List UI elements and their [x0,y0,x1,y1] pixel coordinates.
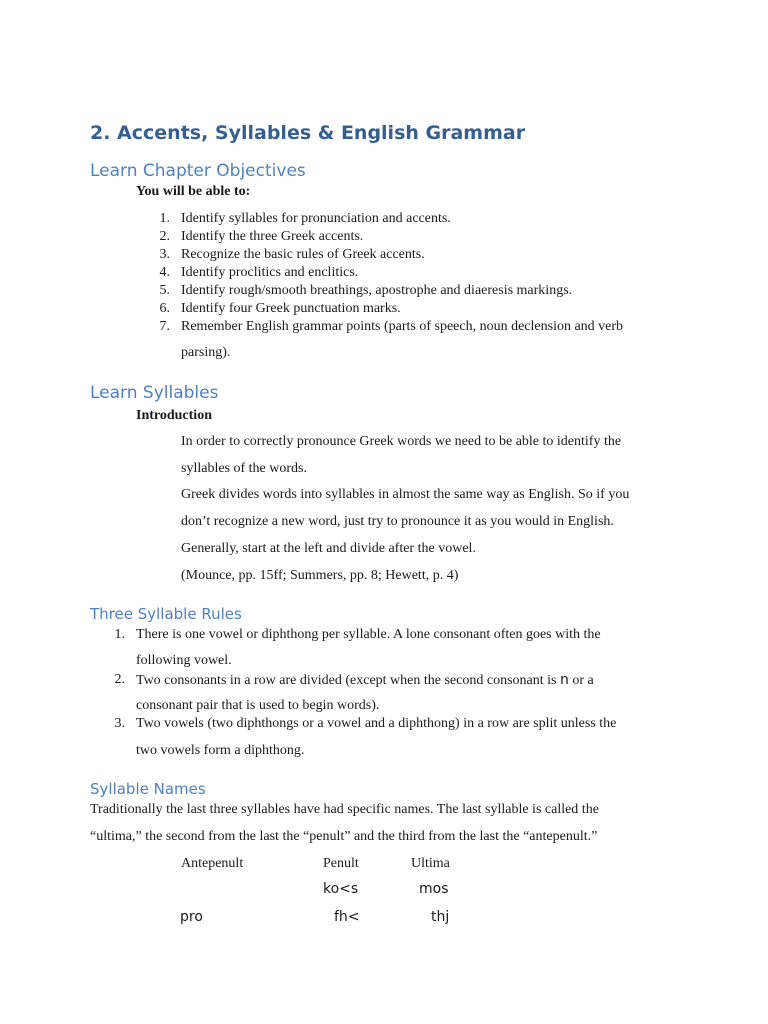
table-cell: thj [431,909,450,925]
list-item: Recognize the basic rules of Greek accents. [181,247,425,262]
list-item: Remember English grammar points (parts of speech, noun declension and verb [181,319,624,334]
rule-text: Two consonants in a row are divided (except when the second consonant is [136,673,560,688]
syllables-heading: Learn Syllables [90,383,219,403]
paragraph-line: syllables of the words. [181,461,307,476]
list-item-number: 4. [159,265,170,280]
list-item-number: 1. [114,627,125,642]
column-header-antepenult: Antepenult [181,856,244,871]
objectives-heading: Learn Chapter Objectives [90,161,306,181]
table-cell: pro [180,909,203,925]
list-item-number: 3. [114,716,125,731]
paragraph-line: Greek divides words into syllables in almost the same way as English. So if you [181,487,630,502]
list-item-number: 1. [159,211,170,226]
names-heading: Syllable Names [90,780,206,798]
list-item-continuation: following vowel. [136,653,232,668]
list-item: Two vowels (two diphthongs or a vowel and a diphthong) in a row are split unless the [136,716,617,731]
table-cell: ko<s [323,881,359,897]
objectives-intro: You will be able to: [136,184,251,199]
rules-heading: Three Syllable Rules [90,605,242,623]
paragraph-line: Traditionally the last three syllables have had specific names. The last syllable is called the [90,802,599,817]
greek-glyph: n [559,672,569,688]
paragraph-line: “ultima,” the second from the last the “penult” and the third from the last the “antepenult.” [90,829,598,844]
list-item: Identify four Greek punctuation marks. [181,301,401,316]
list-item-continuation: two vowels form a diphthong. [136,743,305,758]
table-cell: fh< [334,909,360,925]
list-item-number: 2. [159,229,170,244]
paragraph-line: Generally, start at the left and divide after the vowel. [181,541,476,556]
list-item: Identify the three Greek accents. [181,229,364,244]
list-item: Identify proclitics and enclitics. [181,265,359,280]
list-item: There is one vowel or diphthong per syllable. A lone consonant often goes with the [136,627,601,642]
list-item-number: 3. [159,247,170,262]
list-item-continuation: parsing). [181,345,231,360]
table-cell: mos [419,881,449,897]
list-item-number: 6. [159,301,170,316]
rule-text: or a [568,673,594,688]
paragraph-line: (Mounce, pp. 15ff; Summers, pp. 8; Hewett, p. 4) [181,568,459,583]
paragraph-line: In order to correctly pronounce Greek words we need to be able to identify the [181,434,622,449]
page-title: 2. Accents, Syllables & English Grammar [90,122,526,144]
paragraph-line: don’t recognize a new word, just try to pronounce it as you would in English. [181,514,614,529]
list-item-number: 5. [159,283,170,298]
column-header-penult: Penult [323,856,359,871]
introduction-label: Introduction [136,408,212,423]
list-item: Identify rough/smooth breathings, apostrophe and diaeresis markings. [181,283,573,298]
list-item: Identify syllables for pronunciation and accents. [181,211,451,226]
list-item-continuation: consonant pair that is used to begin words). [136,698,380,713]
list-item-number: 2. [114,672,125,687]
list-item-number: 7. [159,319,170,334]
column-header-ultima: Ultima [411,856,450,871]
list-item [136,672,594,689]
